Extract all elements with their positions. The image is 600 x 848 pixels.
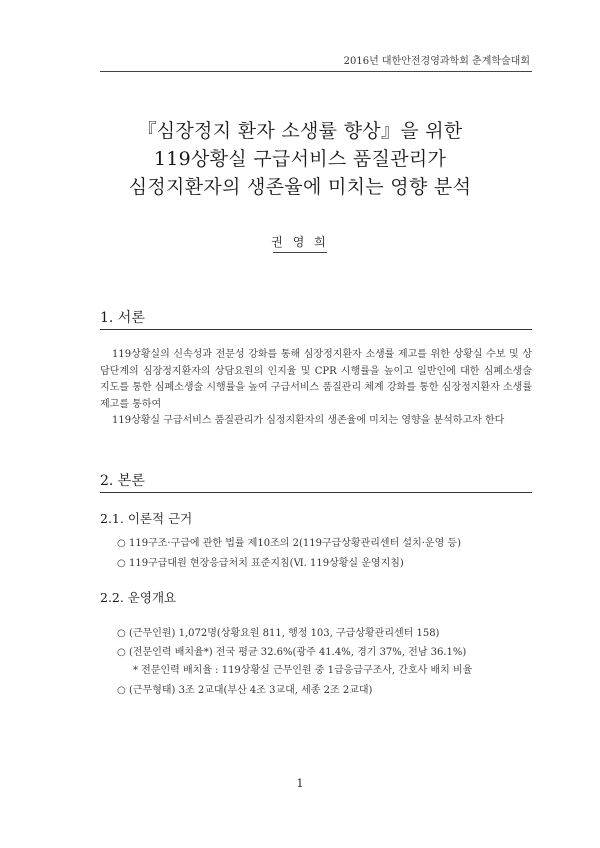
title-line-2: 119상황실 구급서비스 품질관리가 xyxy=(153,148,447,170)
section-rule-intro xyxy=(100,329,532,330)
section-heading-body: 2. 본론 xyxy=(100,473,145,489)
page-number: 1 xyxy=(296,777,304,790)
section-rule-body xyxy=(100,492,532,493)
conference-header: 2016년 대한안전경영과학회 춘계학술대회 xyxy=(343,56,530,67)
operation-footnote: * 전문인력 배치율 : 119상황실 근무인원 중 1급응급구조사, 간호사 배치 비율 xyxy=(133,665,473,676)
operation-bullet-text-2: (전문인력 배치율*) 전국 평균 32.6%(광주 41.4%, 경기 37%, 전남 36.1%) xyxy=(129,647,467,658)
paper-title xyxy=(0,117,600,201)
operation-bullet-text-1: (근무인원) 1,072명(상황요원 811, 행정 103, 구급상황관리센터 158) xyxy=(129,628,440,639)
subsection-heading-theory: 2.1. 이론적 근거 xyxy=(100,511,193,526)
author-name: 권 영 희 xyxy=(271,235,329,249)
theory-bullet-1 xyxy=(117,534,461,549)
bullet-circle-icon: ○ xyxy=(117,628,126,639)
intro-paragraph-2: 119상황실 구급서비스 품질관리가 심정지환자의 생존율에 미치는 영향을 분석하고자 한다 xyxy=(112,415,505,426)
bullet-circle-icon: ○ xyxy=(117,685,126,696)
operation-bullet-text-3: (근무형태) 3조 2교대(부산 4조 3교대, 세종 2조 2교대) xyxy=(129,685,373,696)
author-underline xyxy=(273,252,327,253)
bullet-circle-icon: ○ xyxy=(117,558,126,569)
intro-paragraphs xyxy=(100,347,532,430)
bullet-circle-icon: ○ xyxy=(117,647,126,658)
operation-bullet-3 xyxy=(117,681,372,696)
operation-bullet-1 xyxy=(117,624,439,639)
header-divider xyxy=(100,71,532,72)
theory-bullet-text-2: 119구급대원 현장응급처치 표준지침(Ⅵ. 119상황실 운영지침) xyxy=(129,558,404,569)
theory-bullet-2 xyxy=(117,554,404,569)
title-line-1: 『심장정지 환자 소생률 향상』을 위한 xyxy=(137,120,463,142)
title-line-3: 심정지환자의 생존율에 미치는 영향 분석 xyxy=(128,176,472,198)
operation-bullet-2 xyxy=(117,643,466,658)
theory-bullet-text-1: 119구조·구급에 관한 법률 제10조의 2(119구급상황관리센터 설치·운영 등) xyxy=(129,538,461,549)
intro-paragraph-1: 119상황실의 신속성과 전문성 강화를 통해 심장정지환자 소생률 제고를 위한 상황실 수보 및 상담단계의 심장정지환자의 상담요원의 인지율 및 CPR 시행률을 높이고 일반인에 대한 심폐소생술 지도를 통한 심폐소생술 시행률을 높여 구급서비스 품질관리 체계 강화를 통한 심장정지환자 소생률 제고를 통하여 xyxy=(100,349,532,410)
bullet-circle-icon: ○ xyxy=(117,538,126,549)
section-heading-intro: 1. 서론 xyxy=(100,310,145,326)
subsection-heading-operation: 2.2. 운영개요 xyxy=(100,590,177,605)
